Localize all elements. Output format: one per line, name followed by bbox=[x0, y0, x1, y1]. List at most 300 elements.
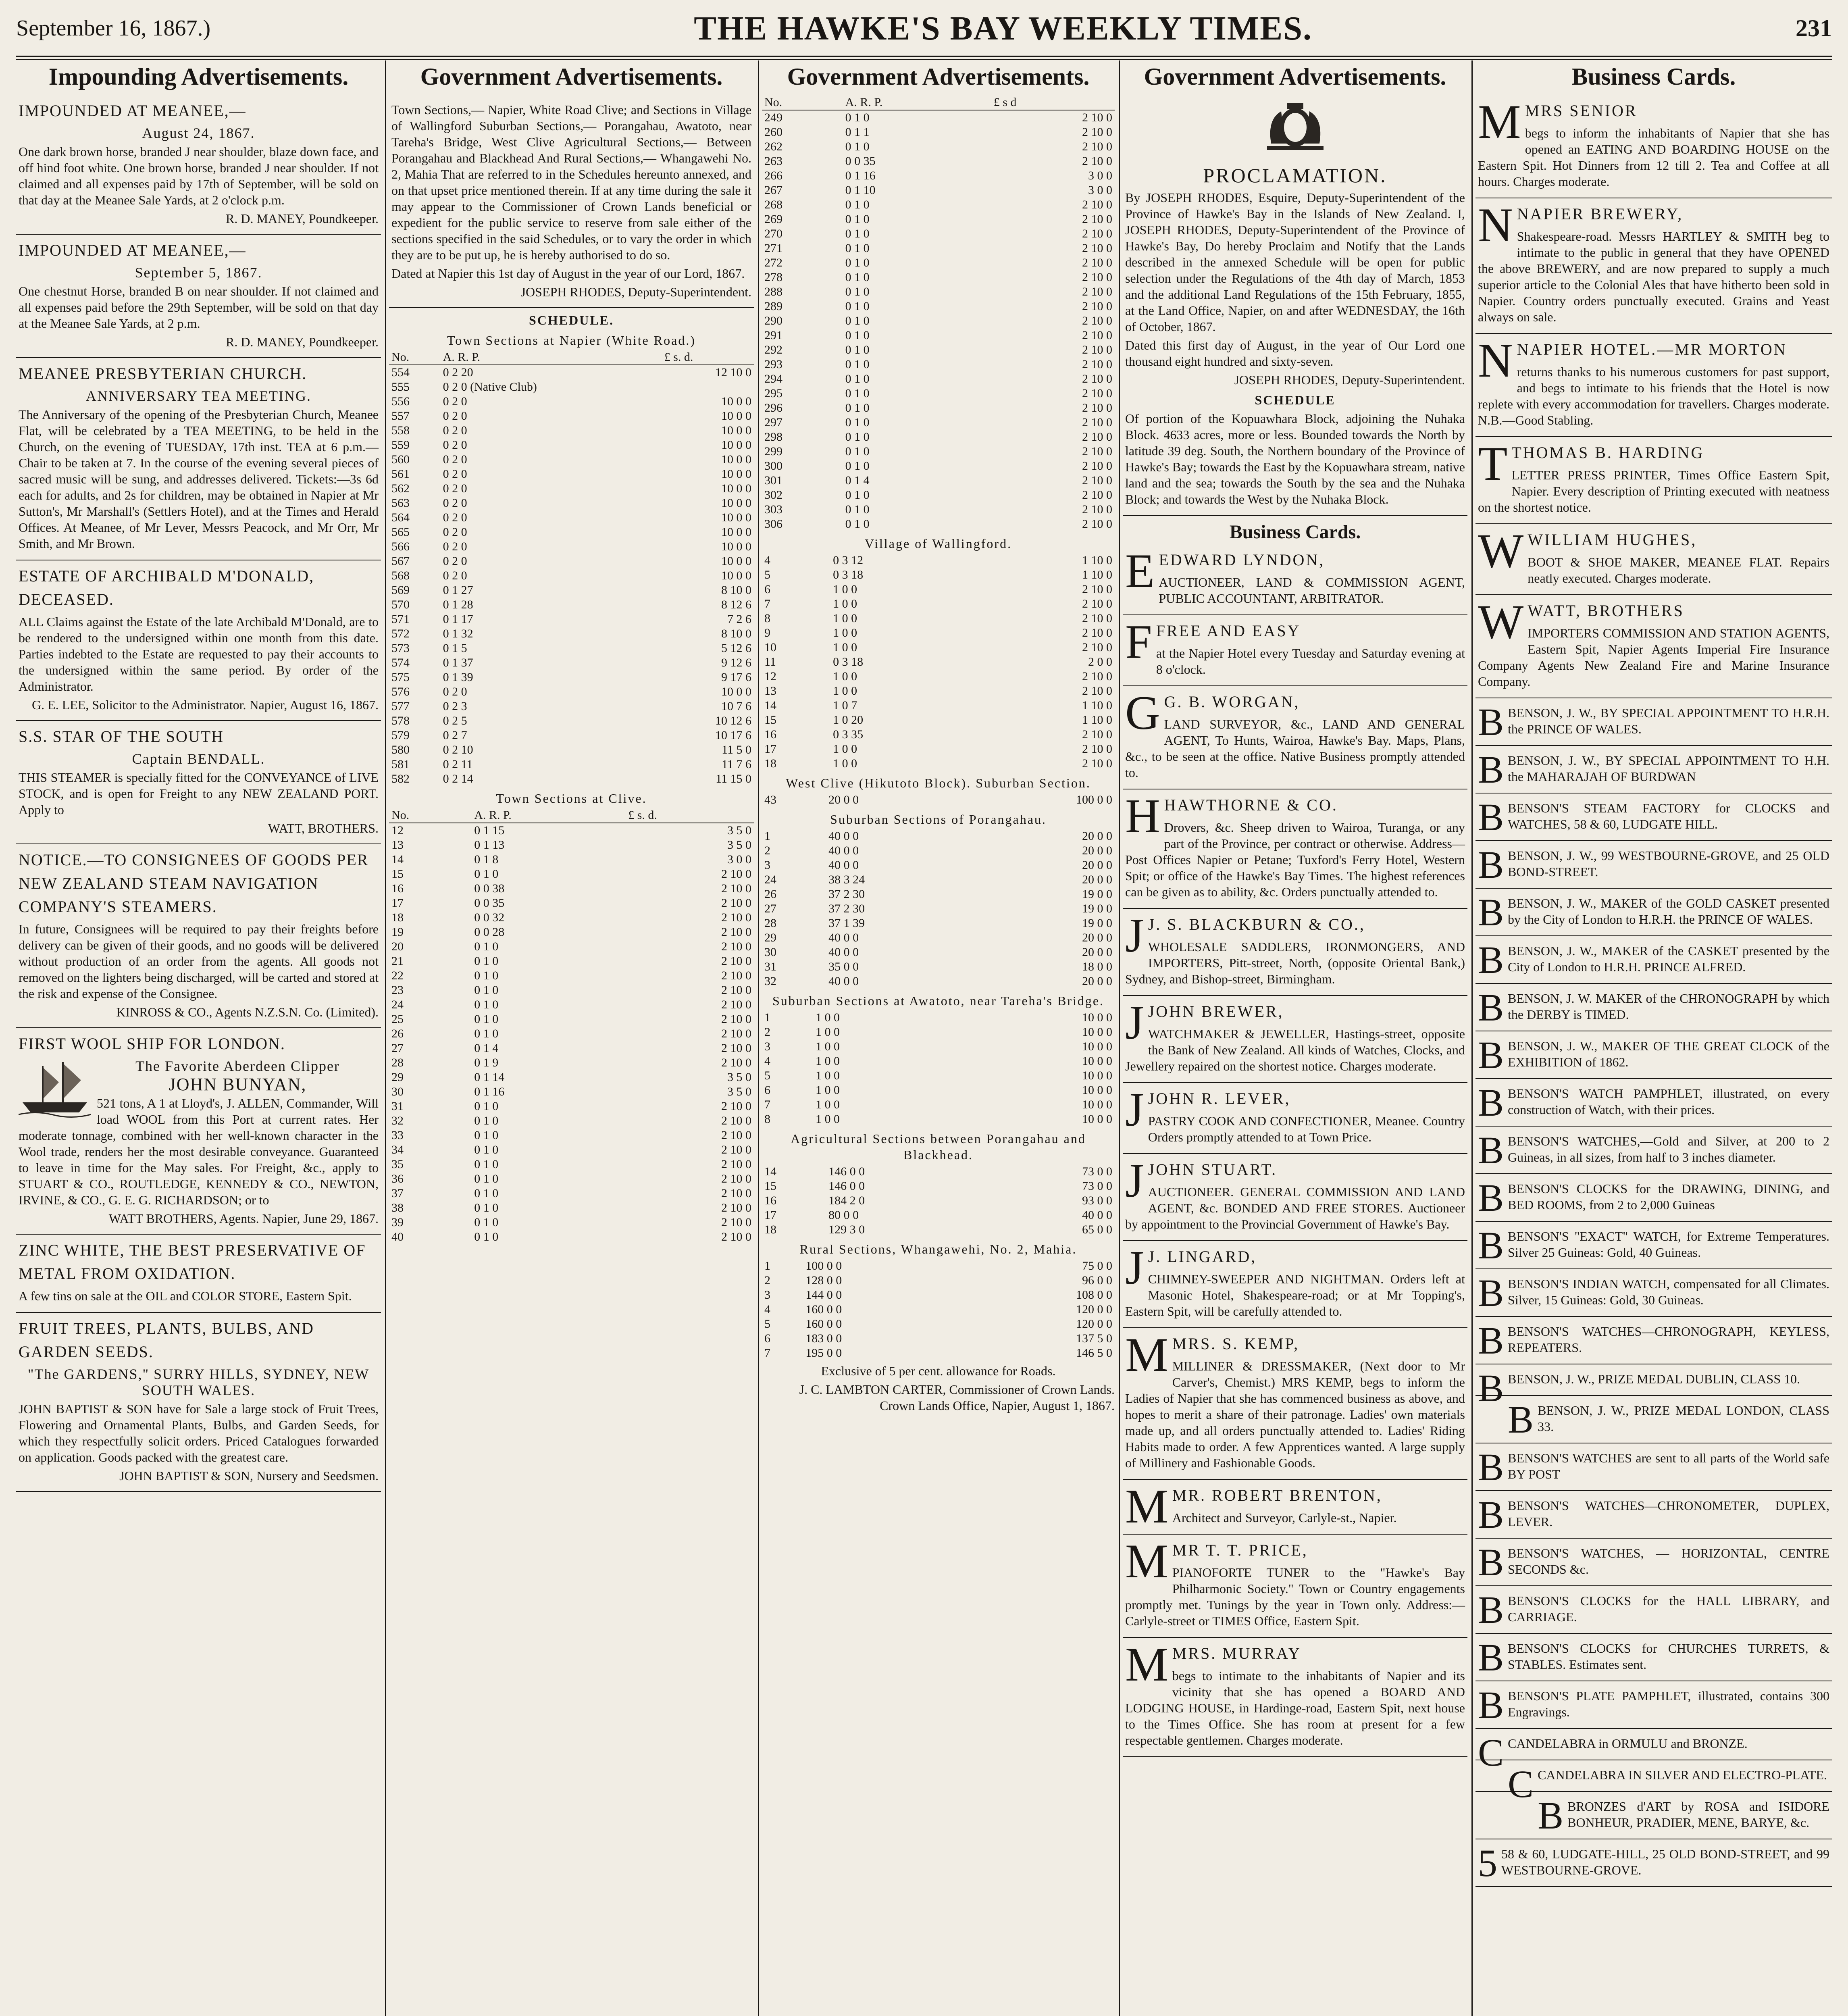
ad-title: IMPOUNDED AT MEANEE,— bbox=[19, 102, 246, 120]
benson-advert bbox=[1475, 1031, 1832, 1079]
ad-signature: R. D. MANEY, Poundkeeper. bbox=[226, 211, 379, 226]
lot-price: 2 10 0 bbox=[721, 896, 751, 910]
lot-price: 7 2 6 bbox=[727, 612, 751, 626]
table-row bbox=[762, 140, 1115, 154]
lot-area: 0 1 1 bbox=[845, 125, 870, 139]
table-row bbox=[389, 380, 754, 394]
drop-cap: C bbox=[1478, 1731, 1504, 1774]
drop-cap: B bbox=[1478, 1683, 1504, 1727]
lot-number: 12 bbox=[764, 670, 776, 683]
business-card bbox=[1475, 198, 1832, 334]
lot-area: 0 2 0 bbox=[443, 685, 467, 698]
business-card-body: CHIMNEY-SWEEPER AND NIGHTMAN. Orders left at Masonic Hotel, Shakespeare-road; or at Mr Topping's, Eastern Spit, will be carefully attended to. bbox=[1125, 1272, 1465, 1318]
ad-subtitle: "The GARDENS," SURRY HILLS, SYDNEY, NEW SOUTH WALES. bbox=[27, 1366, 370, 1398]
column-header: £ s. d. bbox=[626, 808, 754, 823]
table-header-row bbox=[389, 808, 754, 823]
lot-area: 0 2 0 bbox=[443, 496, 467, 510]
lot-number: 31 bbox=[391, 1100, 404, 1113]
lot-price: 96 0 0 bbox=[1082, 1274, 1112, 1287]
business-card-title: EDWARD LYNDON, bbox=[1159, 551, 1325, 569]
lot-area: 0 0 28 bbox=[474, 925, 505, 939]
lot-price: 20 0 0 bbox=[1082, 829, 1112, 843]
drop-cap: J bbox=[1125, 1241, 1144, 1294]
drop-cap: B bbox=[1478, 796, 1504, 839]
business-card bbox=[1123, 996, 1467, 1083]
rural-note: Exclusive of 5 per cent. allowance for Roads. bbox=[821, 1364, 1056, 1378]
ad-date: September 5, 1867. bbox=[135, 264, 262, 281]
lot-price: 73 0 0 bbox=[1082, 1179, 1112, 1193]
masthead-rule bbox=[16, 56, 1832, 57]
column-divider bbox=[385, 60, 386, 2016]
table-row bbox=[762, 372, 1115, 386]
advertisement bbox=[16, 358, 381, 560]
benson-advert-text: BENSON'S "EXACT" WATCH, for Extreme Temperatures. Silver 25 Guineas: Gold, 40 Guineas. bbox=[1508, 1229, 1829, 1260]
business-card-body: begs to intimate to the inhabitants of Napier and its vicinity that she has opened a BOARD AND LODGING HOUSE, in Hardinge-road, Eastern Spit, next house to the Times Office. She has room at present for a few respectable gentlemen. Charges moderate. bbox=[1125, 1668, 1465, 1747]
lot-area: 0 2 5 bbox=[443, 714, 467, 727]
business-card-body: WATCHMAKER & JEWELLER, Hastings-street, opposite the Bank of New Zealand. All kinds of Watches, Clocks, and Jewellery repaired on the shortest notice. Charges moderate. bbox=[1125, 1027, 1465, 1073]
table-row bbox=[762, 241, 1115, 256]
table-row bbox=[762, 1039, 1115, 1054]
table-row bbox=[762, 270, 1115, 285]
lot-area: 1 0 0 bbox=[833, 670, 857, 683]
lot-price: 2 10 0 bbox=[1082, 256, 1112, 269]
business-card-body: returns thanks to his numerous customers for past support, and begs to intimate to his friends that the Hotel is now replete with every accommodation for travellers. Charges moderate. N.B.—Good Stabling. bbox=[1478, 364, 1829, 427]
ad-title: ZINC WHITE, THE BEST PRESERVATIVE OF METAL FROM OXIDATION. bbox=[19, 1241, 366, 1283]
benson-advert bbox=[1475, 936, 1832, 984]
lot-number: 21 bbox=[391, 954, 404, 968]
lot-number: 35 bbox=[391, 1158, 404, 1171]
table-row bbox=[762, 1193, 1115, 1208]
table-row bbox=[762, 1054, 1115, 1068]
benson-advert-text: CANDELABRA IN SILVER AND ELECTRO-PLATE. bbox=[1538, 1768, 1827, 1782]
lot-price: 2 10 0 bbox=[1082, 271, 1112, 284]
town-sections-title: Town Sections at Napier (White Road.) bbox=[447, 333, 696, 348]
table-row bbox=[762, 655, 1115, 669]
lot-number: 575 bbox=[391, 671, 410, 684]
drop-cap: B bbox=[1478, 1081, 1504, 1124]
lot-area: 0 3 12 bbox=[833, 554, 864, 567]
lot-area: 35 0 0 bbox=[828, 960, 859, 973]
agricultural-table bbox=[762, 1164, 1115, 1237]
drop-cap: W bbox=[1478, 524, 1524, 577]
advertisement bbox=[16, 1235, 381, 1313]
lot-price: 65 0 0 bbox=[1082, 1223, 1112, 1236]
lot-number: 271 bbox=[764, 242, 782, 255]
lot-price: 2 10 0 bbox=[1082, 474, 1112, 487]
lot-number: 18 bbox=[764, 1223, 776, 1236]
drop-cap: B bbox=[1478, 1033, 1504, 1077]
lot-area: 129 3 0 bbox=[828, 1223, 865, 1236]
awatoto-title: Suburban Sections at Awatoto, near Tareha's Bridge. bbox=[772, 993, 1105, 1008]
lot-number: 565 bbox=[391, 525, 410, 539]
lot-price: 10 0 0 bbox=[721, 496, 751, 510]
table-row bbox=[762, 227, 1115, 241]
table-row bbox=[389, 699, 754, 714]
benson-advert bbox=[1475, 1634, 1832, 1681]
lot-area: 0 1 27 bbox=[443, 583, 473, 597]
lot-area: 0 1 0 bbox=[845, 111, 870, 124]
lot-area: 0 1 4 bbox=[845, 474, 870, 487]
lot-area: 1 0 0 bbox=[833, 583, 857, 596]
schedule-title: SCHEDULE. bbox=[529, 313, 614, 327]
lot-area: 0 1 0 bbox=[845, 387, 870, 400]
lot-price: 2 10 0 bbox=[1082, 285, 1112, 298]
table-row bbox=[762, 314, 1115, 328]
lot-price: 2 10 0 bbox=[1082, 757, 1112, 770]
lot-price: 10 0 0 bbox=[721, 569, 751, 582]
lot-number: 14 bbox=[391, 853, 404, 866]
drop-cap: M bbox=[1125, 1637, 1168, 1691]
lot-number: 23 bbox=[391, 983, 404, 997]
lot-price bbox=[662, 380, 754, 394]
benson-advert-text: BENSON, J. W., MAKER of the CASKET presented by the City of London to H.R.H. PRINCE ALFRED. bbox=[1508, 943, 1829, 974]
lot-area: 0 1 0 bbox=[845, 445, 870, 458]
drop-cap: J bbox=[1125, 908, 1144, 962]
table-row bbox=[762, 183, 1115, 198]
lot-price: 2 10 0 bbox=[1082, 372, 1112, 385]
lot-area: 0 1 0 bbox=[845, 372, 870, 385]
lot-price: 2 10 0 bbox=[1082, 154, 1112, 168]
lot-number: 22 bbox=[391, 969, 404, 982]
benson-advert-text: BENSON'S STEAM FACTORY for CLOCKS and WATCHES, 58 & 60, LUDGATE HILL. bbox=[1508, 801, 1829, 831]
benson-advert bbox=[1475, 1681, 1832, 1729]
benson-advert bbox=[1475, 746, 1832, 793]
lot-number: 38 bbox=[391, 1201, 404, 1214]
drop-cap: J bbox=[1125, 1083, 1144, 1136]
business-card-body: LETTER PRESS PRINTER, Times Office Eastern Spit, Napier. Every description of Printing executed with neatness on the shortest notice. bbox=[1478, 468, 1829, 514]
lot-price: 100 0 0 bbox=[1076, 793, 1112, 806]
lot-number: 27 bbox=[764, 902, 776, 915]
lot-number: 17 bbox=[391, 896, 404, 910]
lot-price: 2 10 0 bbox=[721, 1114, 751, 1127]
advertisement bbox=[16, 1028, 381, 1235]
lot-price: 2 10 0 bbox=[721, 1187, 751, 1200]
table-row bbox=[389, 983, 754, 998]
business-card bbox=[1123, 1154, 1467, 1241]
business-card bbox=[1123, 1241, 1467, 1328]
benson-advert-text: BENSON, J. W., PRIZE MEDAL LONDON, CLASS 33. bbox=[1538, 1403, 1829, 1434]
table-row bbox=[389, 598, 754, 612]
drop-cap: M bbox=[1125, 1328, 1168, 1381]
lot-number: 554 bbox=[391, 366, 410, 379]
table-row bbox=[389, 1070, 754, 1085]
lot-area: 0 0 32 bbox=[474, 911, 505, 924]
lot-price: 10 0 0 bbox=[721, 525, 751, 539]
lot-number: 582 bbox=[391, 772, 410, 785]
lot-price: 2 10 0 bbox=[1082, 728, 1112, 741]
lot-number: 20 bbox=[391, 940, 404, 953]
proclamation-title: PROCLAMATION. bbox=[1203, 164, 1387, 187]
lot-area: 0 1 0 bbox=[474, 998, 499, 1011]
lot-area: 1 0 0 bbox=[816, 1069, 840, 1082]
ad-signature: R. D. MANEY, Poundkeeper. bbox=[226, 335, 379, 349]
business-card bbox=[1123, 1638, 1467, 1757]
table-row bbox=[762, 669, 1115, 684]
table-row bbox=[389, 1172, 754, 1186]
table-row bbox=[762, 256, 1115, 270]
drop-cap: B bbox=[1478, 1224, 1504, 1267]
lot-price: 18 0 0 bbox=[1082, 960, 1112, 973]
awatoto-table bbox=[762, 1010, 1115, 1127]
lot-price: 2 10 0 bbox=[721, 1056, 751, 1069]
lot-number: 289 bbox=[764, 300, 782, 313]
lot-price: 2 10 0 bbox=[721, 925, 751, 939]
business-card bbox=[1123, 1535, 1467, 1638]
lot-number: 29 bbox=[764, 931, 776, 944]
lot-number: 559 bbox=[391, 438, 410, 452]
ad-title: FIRST WOOL SHIP FOR LONDON. bbox=[19, 1035, 285, 1053]
lot-area: 0 2 0 bbox=[443, 395, 467, 408]
lot-area: 0 2 20 bbox=[443, 366, 473, 379]
lot-area: 40 0 0 bbox=[828, 829, 859, 843]
lot-price: 2 10 0 bbox=[721, 1041, 751, 1055]
lot-number: 302 bbox=[764, 488, 782, 502]
lot-price: 2 10 0 bbox=[1082, 430, 1112, 444]
drop-cap: B bbox=[1508, 1398, 1534, 1441]
table-row bbox=[389, 409, 754, 423]
lot-area: 1 0 0 bbox=[816, 1112, 840, 1126]
lot-area: 0 1 4 bbox=[474, 1041, 499, 1055]
table-row bbox=[762, 1223, 1115, 1237]
table-row bbox=[762, 430, 1115, 444]
lot-price: 20 0 0 bbox=[1082, 975, 1112, 988]
table-row bbox=[389, 757, 754, 772]
lot-number: 260 bbox=[764, 125, 782, 139]
business-card-list bbox=[1475, 95, 1832, 698]
benson-advert-text: BENSON'S WATCHES—CHRONOGRAPH, KEYLESS, REPEATERS. bbox=[1508, 1324, 1829, 1355]
lot-number: 5 bbox=[764, 1069, 770, 1082]
table-row bbox=[762, 902, 1115, 916]
sailing-ship-icon bbox=[19, 1058, 91, 1118]
lot-number: 568 bbox=[391, 569, 410, 582]
business-card-body: at the Napier Hotel every Tuesday and Saturday evening at 8 o'clock. bbox=[1156, 646, 1465, 677]
lot-area: 1 0 0 bbox=[816, 1098, 840, 1111]
lot-price: 10 0 0 bbox=[721, 511, 751, 524]
lot-area: 40 0 0 bbox=[828, 931, 859, 944]
lot-price: 40 0 0 bbox=[1082, 1208, 1112, 1222]
ad-signature: KINROSS & CO., Agents N.Z.S.N. Co. (Limited). bbox=[116, 1005, 379, 1019]
benson-advert bbox=[1475, 793, 1832, 841]
lot-price: 2 10 0 bbox=[1082, 198, 1112, 211]
lot-number: 299 bbox=[764, 445, 782, 458]
lot-number: 574 bbox=[391, 656, 410, 669]
drop-cap: E bbox=[1125, 544, 1155, 598]
table-row bbox=[762, 742, 1115, 756]
lot-area: 0 1 0 bbox=[845, 343, 870, 356]
lot-number: 296 bbox=[764, 401, 782, 414]
lot-area: 20 0 0 bbox=[828, 793, 859, 806]
business-card-body: begs to inform the inhabitants of Napier that she has opened an EATING AND BOARDING HOUSE on the Eastern Spit. Hot Dinners from 12 till 2. Tea and Coffee at all hours. Charges moderate. bbox=[1478, 126, 1829, 189]
business-card-body: IMPORTERS COMMISSION AND STATION AGENTS, Eastern Spit, Napier Agents Imperial Fire Insurance Company Agents New Zealand Fire and Marine Insurance Company. bbox=[1478, 626, 1829, 689]
lot-area: 0 0 35 bbox=[845, 154, 876, 168]
benson-advert-text: BENSON, J. W., PRIZE MEDAL DUBLIN, CLASS 10. bbox=[1508, 1372, 1800, 1386]
table-row bbox=[762, 488, 1115, 502]
table-row bbox=[762, 858, 1115, 873]
lot-number: 13 bbox=[764, 684, 776, 698]
ad-list bbox=[16, 95, 381, 1492]
lot-price: 10 12 6 bbox=[715, 714, 751, 727]
table-row bbox=[389, 612, 754, 627]
table-row bbox=[762, 444, 1115, 459]
business-card-body: Shakespeare-road. Messrs HARTLEY & SMITH beg to intimate to the public in general that they have OPENED the above BREWERY, and are now prepared to supply a much superior article to the Colonial Ales that have hitherto been sold in Napier. Country orders punctually executed. Grains and Yeast always on sale. bbox=[1478, 229, 1829, 324]
business-card-title: NAPIER HOTEL.—MR MORTON bbox=[1517, 340, 1787, 358]
benson-advert-text: BENSON'S CLOCKS for the DRAWING, DINING, and BED ROOMS, from 2 to 2,000 Guineas bbox=[1508, 1181, 1829, 1212]
lot-number: 17 bbox=[764, 742, 776, 756]
lot-area: 0 1 0 bbox=[474, 940, 499, 953]
lot-number: 567 bbox=[391, 554, 410, 568]
drop-cap: B bbox=[1478, 1129, 1504, 1172]
lot-number: 3 bbox=[764, 1288, 770, 1302]
masthead bbox=[16, 4, 1832, 52]
lot-area: 0 1 0 bbox=[845, 488, 870, 502]
column-header: No. bbox=[389, 808, 472, 823]
lot-area: 80 0 0 bbox=[828, 1208, 859, 1222]
lot-area: 160 0 0 bbox=[805, 1303, 842, 1316]
lot-number: 15 bbox=[764, 1179, 776, 1193]
lot-area: 195 0 0 bbox=[805, 1346, 842, 1360]
lot-price: 5 12 6 bbox=[721, 641, 751, 655]
lot-area: 128 0 0 bbox=[805, 1274, 842, 1287]
ad-body: THIS STEAMER is specially fitted for the CONVEYANCE of LIVE STOCK, and is open for Freight to any NEW ZEALAND PORT. Apply to bbox=[19, 770, 379, 817]
sale-notice-signature: JOSEPH RHODES, Deputy-Superintendent. bbox=[520, 285, 751, 299]
drop-cap: F bbox=[1125, 615, 1152, 669]
table-row bbox=[762, 582, 1115, 597]
lot-price: 10 0 0 bbox=[1082, 1025, 1112, 1039]
lot-number: 1 bbox=[764, 1259, 770, 1272]
table-row bbox=[762, 843, 1115, 858]
lot-price: 2 10 0 bbox=[721, 983, 751, 997]
lot-number: 266 bbox=[764, 169, 782, 182]
table-row bbox=[389, 394, 754, 409]
benson-advert-text: BENSON'S WATCHES, — HORIZONTAL, CENTRE SECONDS &c. bbox=[1508, 1546, 1829, 1577]
masthead-rule-2 bbox=[16, 59, 1832, 60]
business-cards-heading: Business Cards. bbox=[1229, 521, 1361, 543]
lot-number: 578 bbox=[391, 714, 410, 727]
table-row bbox=[762, 626, 1115, 640]
lot-price: 2 10 0 bbox=[1082, 227, 1112, 240]
lot-area: 0 1 0 bbox=[845, 300, 870, 313]
lot-price: 3 0 0 bbox=[1088, 169, 1112, 182]
lot-area: 0 1 0 bbox=[474, 1129, 499, 1142]
porangahau-title: Suburban Sections of Porangahau. bbox=[830, 812, 1047, 827]
lot-area: 0 1 0 bbox=[474, 1114, 499, 1127]
lot-area: 0 1 0 bbox=[845, 256, 870, 269]
lot-number: 558 bbox=[391, 424, 410, 437]
lot-price: 1 10 0 bbox=[1082, 568, 1112, 581]
lot-area: 0 1 0 bbox=[845, 503, 870, 516]
ad-body: One chestnut Horse, branded B on near shoulder. If not claimed and all expenses paid before the 29th September, will be sold on that day at the Meanee Sale Yards, at 2 p.m. bbox=[19, 284, 379, 331]
drop-cap: B bbox=[1478, 1636, 1504, 1679]
table-row bbox=[389, 1201, 754, 1215]
table-row bbox=[762, 125, 1115, 140]
lot-price: 2 10 0 bbox=[1082, 488, 1112, 502]
lot-number: 562 bbox=[391, 482, 410, 495]
lot-price: 10 0 0 bbox=[721, 409, 751, 423]
lot-number: 2 bbox=[764, 844, 770, 857]
lot-number: 570 bbox=[391, 598, 410, 611]
ad-body: The Anniversary of the opening of the Presbyterian Church, Meanee Flat, will be celebrated by a TEA MEETING, to be held in the Church, on the evening of TUESDAY, 17th inst. TEA at 6 p.m.—Chair to be taken at 7. In the course of the evening several pieces of sacred music will be sung, and addresses delivered. Tickets:—3s 6d each for adults, and 2s for children, may be obtained in Napier at Mr Sutton's, Mr Marshall's (Settlers Hotel), and at the Times and Herald Offices. At Meanee, of Mr Lever, Messrs Peacock, and Mr Orr, Mr Smith, and Mr Brown. bbox=[19, 407, 379, 551]
lot-price: 2 10 0 bbox=[1082, 517, 1112, 531]
lot-number: 28 bbox=[764, 916, 776, 930]
drop-cap: B bbox=[1478, 843, 1504, 886]
table-row bbox=[389, 852, 754, 867]
lot-area: 0 3 18 bbox=[833, 655, 864, 669]
table-row bbox=[389, 838, 754, 852]
lot-number: 32 bbox=[391, 1114, 404, 1127]
lot-area: 0 1 0 bbox=[474, 1143, 499, 1156]
column-heading: Government Advertisements. bbox=[420, 64, 723, 90]
lot-area: 1 0 0 bbox=[816, 1040, 840, 1053]
lot-price: 10 0 0 bbox=[721, 482, 751, 495]
lot-area: 38 3 24 bbox=[828, 873, 865, 886]
table-row bbox=[389, 510, 754, 525]
business-card-title: MR. ROBERT BRENTON, bbox=[1172, 1486, 1382, 1504]
column-header: £ s. d. bbox=[662, 350, 754, 365]
business-card-body: MILLINER & DRESSMAKER, (Next door to Mr Carver's, Chemist.) MRS KEMP, begs to inform the Ladies of Napier that she has commenced business as above, and hopes to merit a share of their patronage. Ladies' own materials made up, and all orders punctually attended to. Ladies' Riding Habits made to order. A few Apprentices wanted. A large supply of Millinery and Fashionable Goods. bbox=[1125, 1359, 1465, 1470]
drop-cap: H bbox=[1125, 789, 1160, 843]
drop-cap: J bbox=[1125, 1154, 1144, 1207]
column-divider bbox=[1119, 60, 1120, 2016]
lot-area: 0 0 38 bbox=[474, 882, 505, 895]
lot-area: 0 1 10 bbox=[845, 183, 876, 197]
lot-area: 0 2 0 bbox=[443, 424, 467, 437]
lot-number: 12 bbox=[391, 824, 404, 837]
lot-price: 10 0 0 bbox=[721, 540, 751, 553]
table-row bbox=[762, 1164, 1115, 1179]
drop-cap: J bbox=[1125, 996, 1144, 1049]
lot-price: 1 10 0 bbox=[1082, 699, 1112, 712]
table-row bbox=[389, 867, 754, 881]
business-card-body: Drovers, &c. Sheep driven to Wairoa, Turanga, or any part of the Province, per contract or otherwise. Address—Post Offices Napier or Petane; Tuxford's Ferry Hotel, Western Spit; or office of the Hawke's Bay Times. The highest references can be given as to ability, &c. Orders punctually attended to. bbox=[1125, 820, 1465, 899]
rural-table bbox=[762, 1259, 1115, 1360]
table-row bbox=[762, 459, 1115, 473]
business-card-body: PASTRY COOK AND CONFECTIONER, Meanee. Country Orders promptly attended to at Town Price. bbox=[1148, 1114, 1465, 1144]
lot-area: 0 1 13 bbox=[474, 838, 505, 852]
lot-price: 8 10 0 bbox=[721, 627, 751, 640]
lot-number: 292 bbox=[764, 343, 782, 356]
drop-cap: B bbox=[1478, 1366, 1504, 1410]
lot-area: 0 2 0 bbox=[443, 554, 467, 568]
table-row bbox=[762, 1288, 1115, 1302]
column-government-2 bbox=[762, 64, 1115, 2016]
benson-ad-list bbox=[1475, 698, 1832, 1887]
table-row bbox=[762, 553, 1115, 568]
business-card-title: MRS SENIOR bbox=[1525, 102, 1638, 120]
ad-signature: WATT, BROTHERS. bbox=[268, 821, 379, 835]
lot-price: 2 10 0 bbox=[1082, 583, 1112, 596]
lot-number: 24 bbox=[391, 998, 404, 1011]
table-row bbox=[389, 1027, 754, 1041]
table-row bbox=[389, 1143, 754, 1157]
table-row bbox=[389, 1099, 754, 1114]
lot-price: 3 5 0 bbox=[727, 1070, 751, 1084]
lot-number: 11 bbox=[764, 655, 776, 669]
schedule-title: SCHEDULE bbox=[1255, 393, 1336, 407]
lot-number: 3 bbox=[764, 858, 770, 872]
ad-title: S.S. STAR OF THE SOUTH bbox=[19, 727, 224, 746]
column-header: A. R. P. bbox=[472, 808, 626, 823]
lot-price: 2 0 0 bbox=[1088, 655, 1112, 669]
benson-advert-text: BENSON, J. W., BY SPECIAL APPOINTMENT TO H.H. the MAHARAJAH OF BURDWAN bbox=[1508, 753, 1829, 784]
lot-price: 2 10 0 bbox=[721, 867, 751, 881]
lot-area: 0 2 0 bbox=[443, 525, 467, 539]
lot-area: 0 1 0 bbox=[474, 1100, 499, 1113]
lot-number: 571 bbox=[391, 612, 410, 626]
lot-price: 2 10 0 bbox=[1082, 242, 1112, 255]
lot-area: 0 1 0 bbox=[845, 358, 870, 371]
lot-price: 2 10 0 bbox=[721, 969, 751, 982]
business-card-title: G. B. WORGAN, bbox=[1164, 693, 1300, 711]
